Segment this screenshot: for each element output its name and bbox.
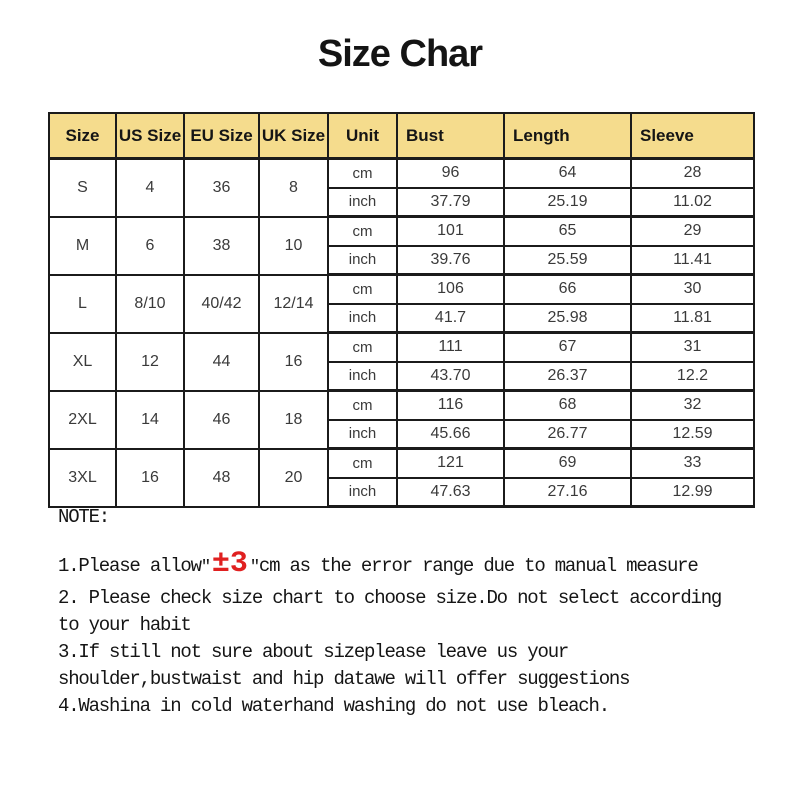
size-cell: 2XL — [49, 391, 116, 449]
header-bust: Bust — [397, 113, 504, 159]
note-item-1 — [58, 547, 758, 585]
sleeve-cell: 28 — [631, 159, 754, 188]
quote-mark: ″ — [200, 558, 210, 577]
us-size-cell: 14 — [116, 391, 184, 449]
page-title: Size Char — [317, 33, 483, 75]
bust-cell: 39.76 — [397, 246, 504, 275]
size-cell: M — [49, 217, 116, 275]
error-range-highlight: ±3 — [211, 547, 248, 581]
bust-cell: 121 — [397, 449, 504, 478]
unit-cell: inch — [328, 362, 397, 391]
eu-size-cell: 36 — [184, 159, 259, 217]
eu-size-cell: 40/42 — [184, 275, 259, 333]
size-cell: 3XL — [49, 449, 116, 507]
header-sleeve: Sleeve — [631, 113, 754, 159]
unit-cell: cm — [328, 217, 397, 246]
bust-cell: 41.7 — [397, 304, 504, 333]
note-item-2-line-1: 2. Please check size chart to choose size.Do not select according — [58, 587, 722, 609]
length-cell: 26.37 — [504, 362, 631, 391]
bust-cell: 43.70 — [397, 362, 504, 391]
notes-section — [58, 504, 758, 720]
length-cell: 25.59 — [504, 246, 631, 275]
eu-size-cell: 48 — [184, 449, 259, 507]
header-us-size: US Size — [116, 113, 184, 159]
header-unit: Unit — [328, 113, 397, 159]
sleeve-cell: 32 — [631, 391, 754, 420]
note-item-3-line-1: 3.If still not sure about sizeplease leave us your — [58, 641, 569, 663]
bust-cell: 111 — [397, 333, 504, 362]
bust-cell: 45.66 — [397, 420, 504, 449]
unit-cell: cm — [328, 391, 397, 420]
sleeve-cell: 30 — [631, 275, 754, 304]
header-eu-size: EU Size — [184, 113, 259, 159]
note-item-1-text: 1.Please allow — [58, 555, 201, 577]
length-cell: 27.16 — [504, 478, 631, 507]
uk-size-cell: 8 — [259, 159, 328, 217]
size-cell: S — [49, 159, 116, 217]
size-chart-table — [48, 112, 755, 508]
unit-cell: inch — [328, 188, 397, 217]
sleeve-cell: 31 — [631, 333, 754, 362]
sleeve-cell: 12.99 — [631, 478, 754, 507]
uk-size-cell: 12/14 — [259, 275, 328, 333]
unit-cell: cm — [328, 449, 397, 478]
sleeve-cell: 12.2 — [631, 362, 754, 391]
bust-cell: 106 — [397, 275, 504, 304]
length-cell: 26.77 — [504, 420, 631, 449]
header-uk-size: UK Size — [259, 113, 328, 159]
uk-size-cell: 16 — [259, 333, 328, 391]
us-size-cell: 8/10 — [116, 275, 184, 333]
table-row — [49, 333, 754, 362]
header-length: Length — [504, 113, 631, 159]
length-cell: 66 — [504, 275, 631, 304]
sleeve-cell: 29 — [631, 217, 754, 246]
length-cell: 25.98 — [504, 304, 631, 333]
unit-cell: inch — [328, 304, 397, 333]
bust-cell: 47.63 — [397, 478, 504, 507]
us-size-cell: 12 — [116, 333, 184, 391]
note-heading: NOTE: — [58, 506, 110, 528]
table-row — [49, 217, 754, 246]
eu-size-cell: 46 — [184, 391, 259, 449]
length-cell: 67 — [504, 333, 631, 362]
note-item-2-line-2: to your habit — [58, 614, 191, 636]
bust-cell: 116 — [397, 391, 504, 420]
eu-size-cell: 38 — [184, 217, 259, 275]
table-row — [49, 275, 754, 304]
length-cell: 25.19 — [504, 188, 631, 217]
note-item-1-text: cm as the error range due to manual measure — [258, 555, 698, 577]
sleeve-cell: 11.02 — [631, 188, 754, 217]
bust-cell: 37.79 — [397, 188, 504, 217]
length-cell: 64 — [504, 159, 631, 188]
note-item-4: 4.Washina in cold waterhand washing do not use bleach. — [58, 695, 609, 717]
header-row — [49, 113, 754, 159]
length-cell: 65 — [504, 217, 631, 246]
us-size-cell: 6 — [116, 217, 184, 275]
unit-cell: inch — [328, 420, 397, 449]
bust-cell: 101 — [397, 217, 504, 246]
header-size: Size — [49, 113, 116, 159]
sleeve-cell: 33 — [631, 449, 754, 478]
sleeve-cell: 11.81 — [631, 304, 754, 333]
uk-size-cell: 20 — [259, 449, 328, 507]
table-row — [49, 391, 754, 420]
sleeve-cell: 12.59 — [631, 420, 754, 449]
us-size-cell: 16 — [116, 449, 184, 507]
sleeve-cell: 11.41 — [631, 246, 754, 275]
uk-size-cell: 18 — [259, 391, 328, 449]
quote-mark: ″ — [249, 558, 259, 577]
size-cell: XL — [49, 333, 116, 391]
note-item-3-line-2: shoulder,bustwaist and hip datawe will offer suggestions — [58, 668, 630, 690]
size-cell: L — [49, 275, 116, 333]
length-cell: 68 — [504, 391, 631, 420]
unit-cell: cm — [328, 333, 397, 362]
eu-size-cell: 44 — [184, 333, 259, 391]
table-row — [49, 159, 754, 188]
length-cell: 69 — [504, 449, 631, 478]
uk-size-cell: 10 — [259, 217, 328, 275]
unit-cell: inch — [328, 246, 397, 275]
us-size-cell: 4 — [116, 159, 184, 217]
table-row — [49, 449, 754, 478]
unit-cell: cm — [328, 275, 397, 304]
bust-cell: 96 — [397, 159, 504, 188]
unit-cell: inch — [328, 478, 397, 507]
unit-cell: cm — [328, 159, 397, 188]
